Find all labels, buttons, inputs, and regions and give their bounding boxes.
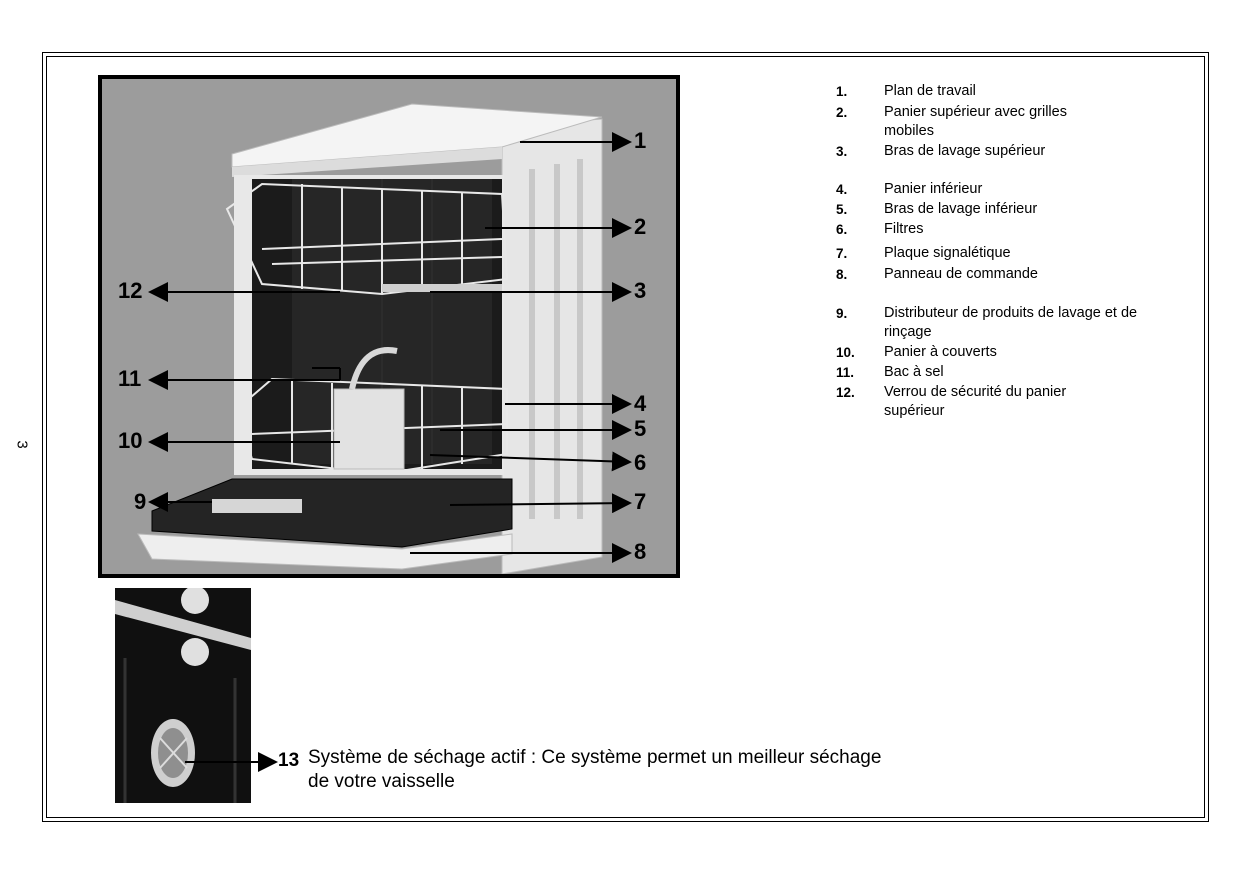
legend-text: Panier à couverts [884,344,997,360]
legend-number: 11. [836,365,855,380]
legend-text: Verrou de sécurité du panier supérieur [884,384,1067,419]
legend-number: 6. [836,222,848,237]
legend-number: 10. [836,345,855,360]
callout-11: 11 [118,366,142,391]
legend-text: Bras de lavage inférieur [884,201,1038,217]
legend-text: Panneau de commande [884,266,1038,282]
drying-system-photo [115,588,251,803]
legend-number: 12. [836,385,855,400]
legend-text: Plaque signalétique [884,245,1011,261]
legend-item [836,244,1164,263]
drying-system-caption: Système de séchage actif : Ce système permet un meilleur séchage de votre vaisselle [308,747,882,792]
legend-number: 2. [836,105,848,120]
legend-text: Bac à sel [884,364,944,380]
legend-text: Bras de lavage supérieur [884,143,1046,159]
legend-item [836,200,1164,219]
callout-10: 10 [118,428,143,453]
legend-item [836,304,1164,342]
legend-text: Panier inférieur [884,181,983,197]
legend-number: 8. [836,267,848,282]
callout-9: 9 [134,489,147,514]
legend-number: 5. [836,202,848,217]
legend-item [836,82,1164,101]
legend-item [836,142,1164,161]
callout-7: 7 [634,489,647,514]
legend-number: 7. [836,246,848,261]
legend-number: 1. [836,84,848,99]
legend-text: Filtres [884,221,924,237]
dishwasher-illustration [98,75,680,578]
legend-number: 3. [836,144,848,159]
legend-text: Plan de travail [884,83,976,99]
legend-item [836,180,1164,199]
legend-text: Distributeur de produits de lavage et de rinçage [884,305,1138,340]
callout-13: 13 [278,750,300,771]
page-number: 3 [13,440,31,449]
callout-6: 6 [634,450,647,475]
callout-5: 5 [634,416,647,441]
callout-1: 1 [634,128,647,153]
legend-item [836,220,1164,239]
callout-4: 4 [634,391,647,416]
legend-item [836,103,1114,141]
legend-number: 4. [836,182,848,197]
legend-text: Panier supérieur avec grilles mobiles [884,104,1067,139]
callout-3: 3 [634,278,647,303]
callout-2: 2 [634,214,647,239]
legend-item [836,383,1114,421]
legend-item [836,363,1164,382]
legend-number: 9. [836,306,848,321]
legend-item [836,265,1164,284]
callout-8: 8 [634,539,647,564]
legend-item [836,343,1164,362]
callout-12: 12 [118,278,143,303]
